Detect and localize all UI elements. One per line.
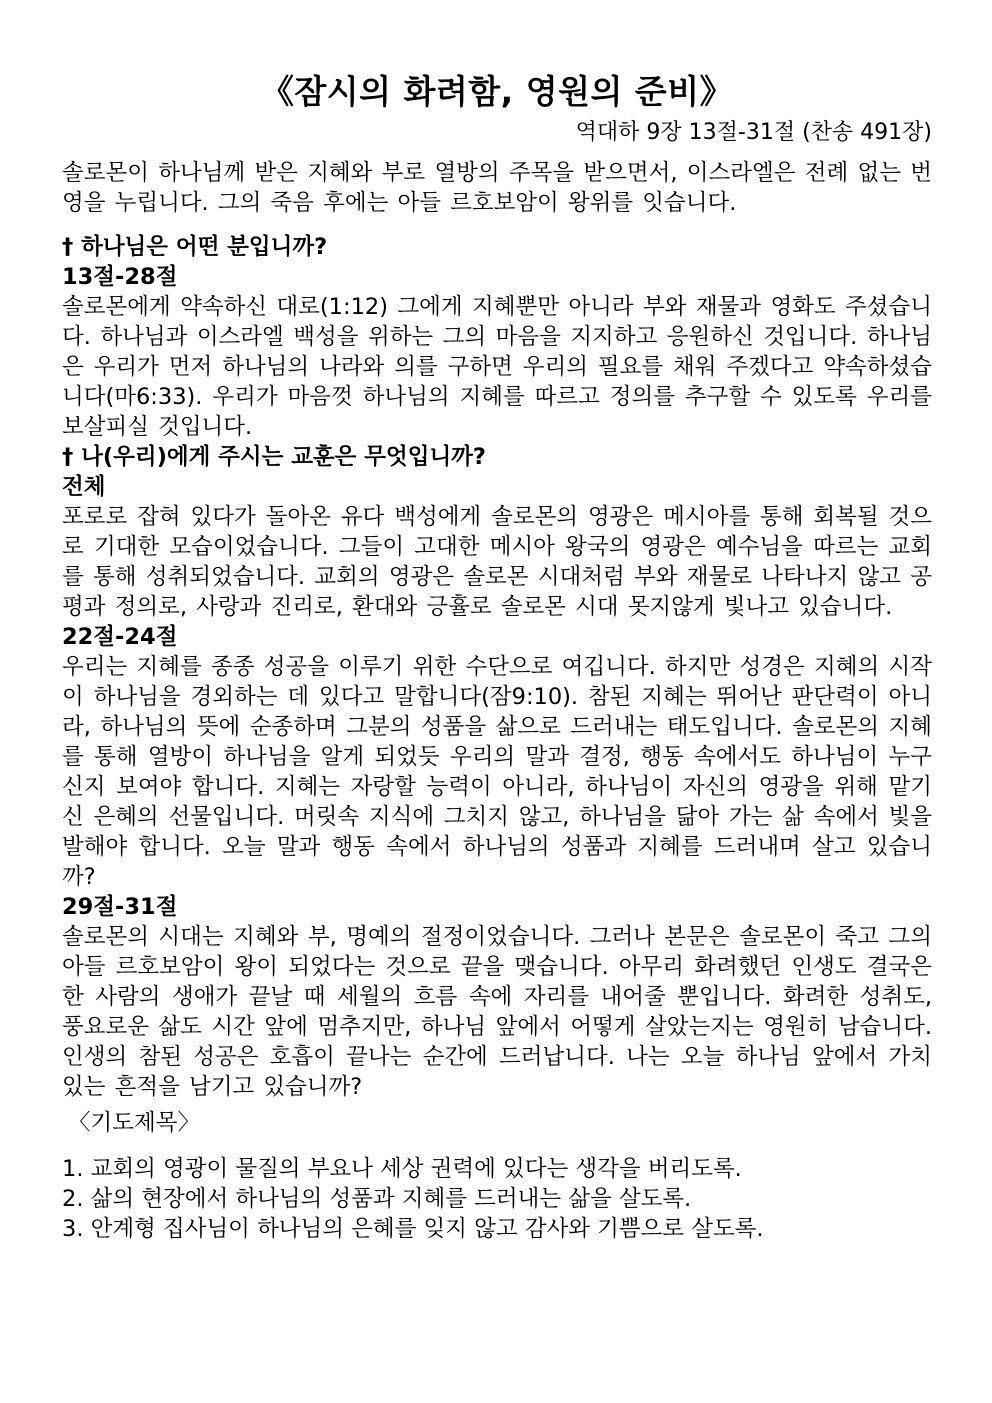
prayer-item: 1. 교회의 영광이 물질의 부요나 세상 권력에 있다는 생각을 버리도록. [62,1156,742,1182]
bulletin-page [62,70,932,1244]
page-title: 《잠시의 화려함, 영원의 준비》 [260,72,734,111]
section-heading-lesson: † 나(우리)에게 주시는 교훈은 무엇입니까? [62,444,486,470]
scripture-reference: 역대하 9장 13절-31절 (찬송 491장) [575,120,932,145]
prayer-item: 2. 삶의 현장에서 하나님의 성품과 지혜를 드러내는 삶을 살도록. [62,1186,692,1212]
intro-paragraph: 솔로몬이 하나님께 받은 지혜와 부로 열방의 주목을 받으면서, 이스라엘은 전례 없는 번영을 누립니다. 그의 죽음 후에는 아들 르호보암이 왕위를 잇습니다. [62,160,932,216]
section-body: 솔로몬에게 약속하신 대로(1:12) 그에게 지혜뿐만 아니라 부와 재물과 영화도 주셨습니다. 하나님과 이스라엘 백성을 위하는 그의 마음을 지지하고 응원하신 것입니다. 하나님은 우리가 먼저 하나님의 나라와 의를 구하면 우리의 필요를 채워 주겠다고 약속하셨습니다(마6:33). 우리가 마음껏 하나님의 지혜를 따르고 정의를 추구할 수 있도록 우리를 보살피실 것입니다. [62,294,932,440]
verse-range: 22절-24절 [62,624,178,650]
verse-range: 13절-28절 [62,264,178,290]
section-body: 우리는 지혜를 종종 성공을 이루기 위한 수단으로 여깁니다. 하지만 성경은 지혜의 시작이 하나님을 경외하는 데 있다고 말합니다(잠9:10). 참된 지혜는 뛰어난 판단력이 아니라, 하나님의 뜻에 순종하며 그분의 성품을 삶으로 드러내는 태도입니다. 솔로몬의 지혜를 통해 열방이 하나님을 알게 되었듯 우리의 말과 결정, 행동 속에서도 하나님이 누구신지 보여야 합니다. 지혜는 자랑할 능력이 아니라, 하나님이 자신의 영광을 위해 맡기신 은혜의 선물입니다. 머릿속 지식에 그치지 않고, 하나님을 닮아 가는 삶 속에서 빛을 발해야 합니다. 오늘 말과 행동 속에서 하나님의 성품과 지혜를 드러내며 살고 있습니까? [62,654,932,890]
section-body: 솔로몬의 시대는 지혜와 부, 명예의 절정이었습니다. 그러나 본문은 솔로몬이 죽고 그의 아들 르호보암이 왕이 되었다는 것으로 끝을 맺습니다. 아무리 화려했던 인생도 결국은 한 사람의 생애가 끝날 때 세월의 흐름 속에 자리를 내어줄 뿐입니다. 화려한 성취도, 풍요로운 삶도 시간 앞에 멈추지만, 하나님 앞에서 어떻게 살았는지는 영원히 남습니다. 인생의 참된 성공은 호흡이 끝나는 순간에 드러납니다. 나는 오늘 하나님 앞에서 가치 있는 흔적을 남기고 있습니까? [62,924,932,1100]
section-body: 포로로 잡혀 있다가 돌아온 유다 백성에게 솔로몬의 영광은 메시아를 통해 회복될 것으로 기대한 모습이었습니다. 그들이 고대한 메시아 왕국의 영광은 예수님을 따르는 교회를 통해 성취되었습니다. 교회의 영광은 솔로몬 시대처럼 부와 재물로 나타나지 않고 공평과 정의로, 사랑과 진리로, 환대와 긍휼로 솔로몬 시대 못지않게 빛나고 있습니다. [62,504,932,620]
prayer-list [62,1154,932,1244]
section-heading-who-is-god: † 하나님은 어떤 분입니까? [62,234,328,260]
verse-range: 전체 [62,474,106,500]
verse-range: 29절-31절 [62,894,178,920]
prayer-heading: 〈기도제목〉 [68,1110,200,1136]
prayer-item: 3. 안계형 집사님이 하나님의 은혜를 잊지 않고 감사와 기쁨으로 살도록. [62,1216,764,1242]
